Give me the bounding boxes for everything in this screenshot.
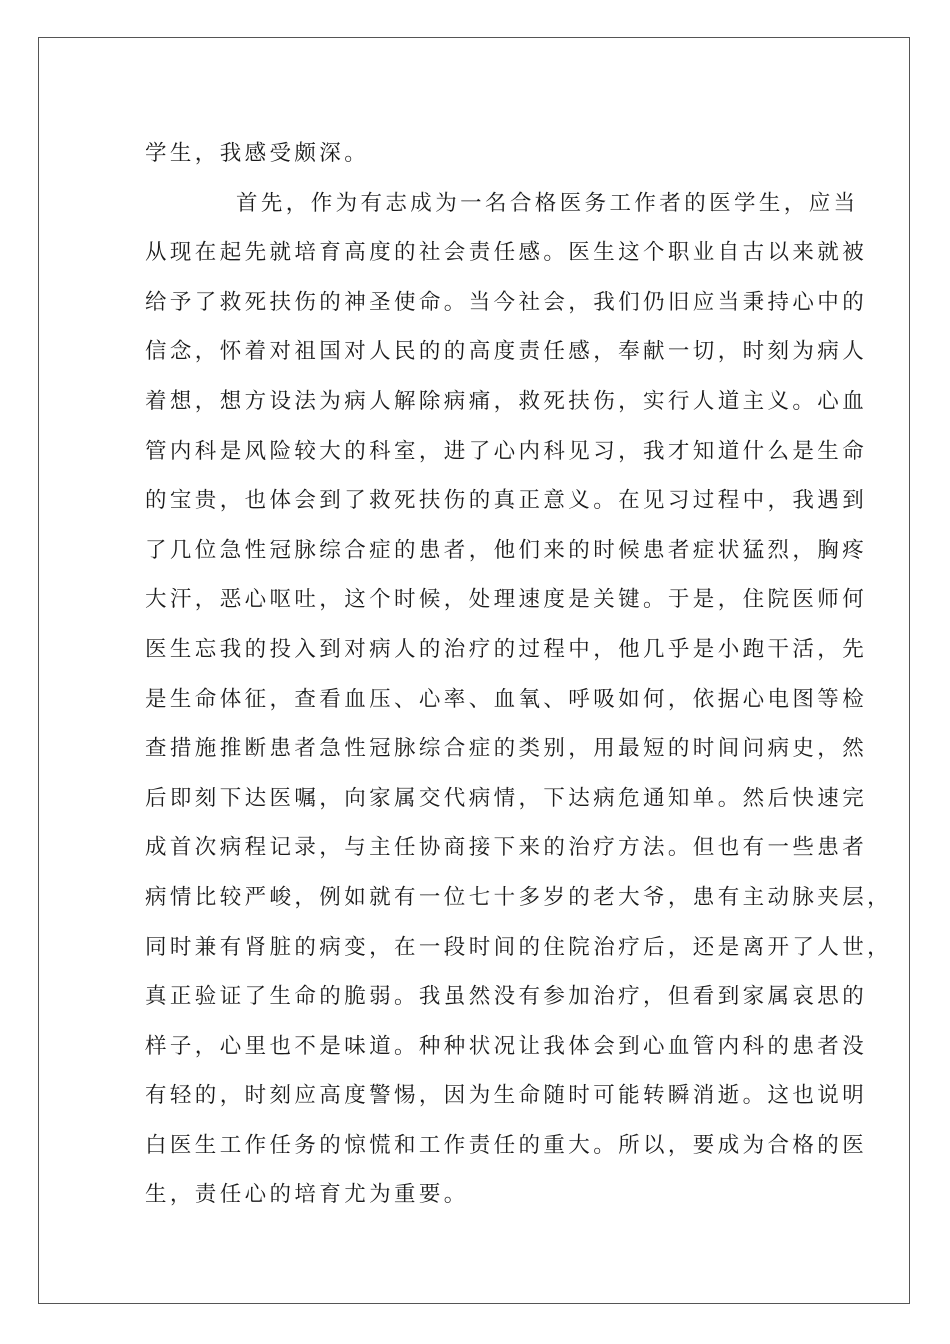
text-line: 是生命体征，查看血压、心率、血氧、呼吸如何，依据心电图等检 xyxy=(145,686,868,712)
text-line: 大汗，恶心呕吐，这个时候，处理速度是关键。于是，住院医师何 xyxy=(145,587,868,613)
document-body xyxy=(145,129,893,1220)
paragraph-first-line: 首先，作为有志成为一名合格医务工作者的医学生，应当 xyxy=(236,190,859,216)
text-line: 学生，我感受颇深。 xyxy=(145,141,370,166)
text-line: 了几位急性冠脉综合症的患者，他们来的时候患者症状猛烈，胸疼 xyxy=(145,537,868,563)
text-line: 的宝贵，也体会到了救死扶伤的真正意义。在见习过程中，我遇到 xyxy=(145,488,868,514)
text-line: 同时兼有肾脏的病变，在一段时间的住院治疗后，还是离开了人世， xyxy=(145,934,893,960)
text-line: 给予了救死扶伤的神圣使命。当今社会，我们仍旧应当秉持心中的 xyxy=(145,289,868,315)
text-line: 着想，想方设法为病人解除病痛，救死扶伤，实行人道主义。心血 xyxy=(145,388,868,414)
text-line: 查措施推断患者急性冠脉综合症的类别，用最短的时间问病史，然 xyxy=(145,736,868,762)
text-line: 病情比较严峻，例如就有一位七十多岁的老大爷，患有主动脉夹层， xyxy=(145,884,893,910)
text-line: 生，责任心的培育尤为重要。 xyxy=(145,1182,469,1208)
text-line: 管内科是风险较大的科室，进了心内科见习，我才知道什么是生命 xyxy=(145,438,868,464)
text-line: 成首次病程记录，与主任协商接下来的治疗方法。但也有一些患者 xyxy=(145,835,868,861)
text-line: 白医生工作任务的惊慌和工作责任的重大。所以，要成为合格的医 xyxy=(145,1132,868,1158)
text-line: 样子，心里也不是味道。种种状况让我体会到心血管内科的患者没 xyxy=(145,1033,868,1059)
text-line: 真正验证了生命的脆弱。我虽然没有参加治疗，但看到家属哀思的 xyxy=(145,984,868,1010)
text-line: 后即刻下达医嘱，向家属交代病情，下达病危通知单。然后快速完 xyxy=(145,785,868,811)
text-line: 有轻的，时刻应高度警惕，因为生命随时可能转瞬消逝。这也说明 xyxy=(145,1083,868,1109)
text-line: 从现在起先就培育高度的社会责任感。医生这个职业自古以来就被 xyxy=(145,240,868,266)
text-line: 医生忘我的投入到对病人的治疗的过程中，他几乎是小跑干活，先 xyxy=(145,636,868,662)
text-line: 信念，怀着对祖国对人民的的高度责任感，奉献一切，时刻为病人 xyxy=(145,339,868,365)
